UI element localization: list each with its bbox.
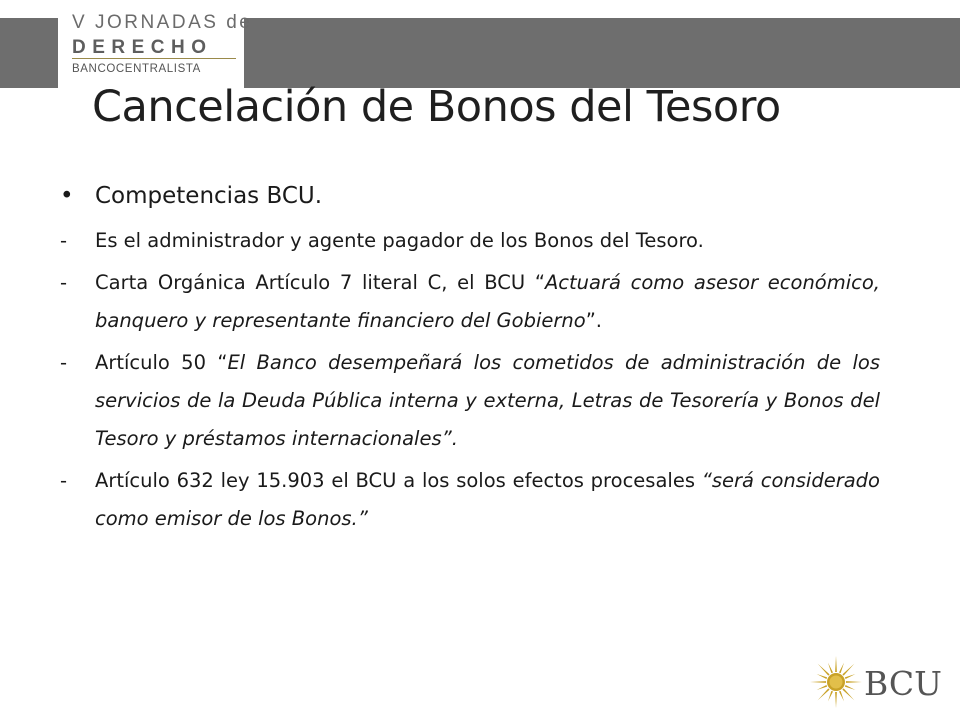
sun-ray xyxy=(828,691,833,702)
event-logo-divider xyxy=(72,58,236,59)
list-item xyxy=(60,222,880,260)
event-logo-line1: V JORNADAS de xyxy=(72,12,253,33)
sun-ray xyxy=(845,685,856,690)
sun-icon xyxy=(808,654,864,710)
bullet-text: Competencias BCU. xyxy=(95,183,323,209)
sun-ray xyxy=(828,663,833,674)
sun-ray xyxy=(842,688,854,700)
bcu-logo xyxy=(808,654,948,710)
bcu-logo-text: BCU xyxy=(864,664,942,703)
sun-ray xyxy=(846,681,862,683)
sun-ray xyxy=(835,656,837,672)
sun-ray xyxy=(818,664,830,676)
list-dash: - xyxy=(60,469,68,492)
list-item-text xyxy=(95,222,880,260)
list-dash: - xyxy=(60,229,68,252)
sun-ray xyxy=(842,664,854,676)
sun-ray xyxy=(835,692,837,708)
list-item-quote: Actuará como asesor económico, banquero y representante financiero del Gobierno xyxy=(95,271,881,332)
list-item-text xyxy=(95,344,880,458)
slide-title: Cancelación de Bonos del Tesoro xyxy=(92,82,781,132)
sun-ray xyxy=(839,691,844,702)
list-item xyxy=(60,344,880,458)
list-item xyxy=(60,462,880,538)
list-item-text xyxy=(95,264,880,340)
list-item-text-plain: Carta Orgánica Artículo 7 literal C, el BCU “ xyxy=(95,271,545,294)
list-item-quote: El Banco desempeñará los cometidos de administración de los servicios de la Deuda Pública interna y externa, Letras de Tesorería y Bonos del Tesoro y préstamos internacionales”. xyxy=(95,351,880,450)
sun-ray xyxy=(817,674,828,679)
header-band-left xyxy=(0,18,58,88)
sun-ray xyxy=(818,688,830,700)
list-dash: - xyxy=(60,271,68,294)
event-logo-line2: DERECHO xyxy=(72,37,213,58)
event-logo-line3: BANCOCENTRALISTA xyxy=(72,63,201,75)
list-item-quote: “será considerado como emisor de los Bonos.” xyxy=(95,469,880,530)
slide-body xyxy=(60,178,880,542)
list-item-text-plain: ”. xyxy=(585,309,603,332)
list-item xyxy=(60,264,880,340)
sun-ray xyxy=(839,663,844,674)
sun-ray xyxy=(817,685,828,690)
header-band-right xyxy=(244,18,960,88)
bullet-item xyxy=(60,178,880,214)
list-item-text-plain: Es el administrador y agente pagador de los Bonos del Tesoro. xyxy=(95,229,704,252)
list-item-text-plain: Artículo 50 “ xyxy=(95,351,228,374)
sun-ray xyxy=(810,681,826,683)
bullet-dot: • xyxy=(60,183,74,209)
list-item-text-plain: Artículo 632 ley 15.903 el BCU a los solos efectos procesales xyxy=(95,469,702,492)
list-item-text xyxy=(95,462,880,538)
list-dash: - xyxy=(60,351,68,374)
sun-ray xyxy=(845,674,856,679)
